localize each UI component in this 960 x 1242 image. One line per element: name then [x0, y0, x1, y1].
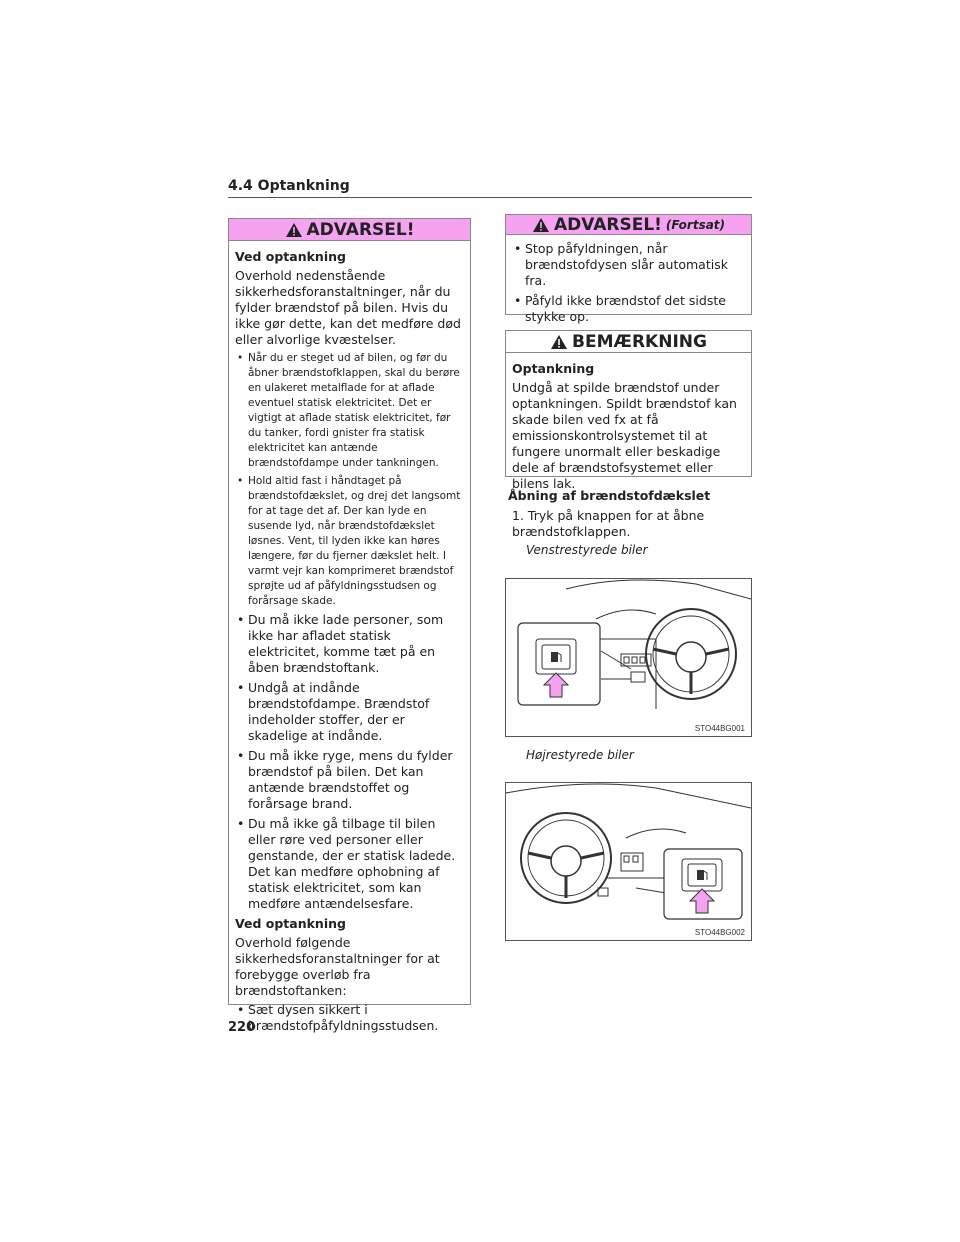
dashboard-illustration-lhd	[506, 579, 751, 736]
list-item: • Påfyld ikke brændstof det sidste stykke op.	[512, 293, 745, 325]
warning-list	[235, 612, 464, 912]
warning-list	[512, 241, 745, 325]
page-number: 220	[228, 1020, 256, 1035]
warning-box-right	[505, 214, 752, 324]
list-item: • Hold altid fast i håndtaget på brændstofdækslet, og drej det langsomt for at tage det af. Der kan lyde en susende lyd, når brændstofdækslet løsnes. Vent, til lyden ikke kan høres længere, før du fjerner dækslet helt. I varmt vejr kan komprimeret brændstof sprøjte ud af påfyldningsstudsen og forårsage skade.	[235, 474, 464, 609]
list-item: • Du må ikke ryge, mens du fylder brændstof på bilen. Det kan antænde brændstoffet og forårsage brand.	[235, 748, 464, 812]
warning-intro-2: Overhold følgende sikkerhedsforanstaltninger for at forebygge overløb fra brændstoftanken:	[235, 935, 440, 998]
warning-body	[229, 241, 470, 1042]
warning-title: ADVARSEL!	[553, 214, 662, 235]
note-body	[506, 353, 751, 499]
warning-title-suffix: (Fortsat)	[665, 217, 726, 232]
list-item: • Undgå at indånde brændstofdampe. Brændstof indeholder stoffer, der er skadelige at indånde.	[235, 680, 464, 744]
warning-list-2	[235, 1002, 464, 1034]
opening-heading: Åbning af brændstofdækslet	[508, 488, 711, 503]
figure-rhd	[505, 782, 752, 941]
caption-lhd: Venstrestyrede biler	[526, 543, 648, 557]
warning-header	[229, 219, 470, 241]
warning-body	[506, 235, 751, 333]
list-item: • Sæt dysen sikkert i brændstofpåfyldningsstudsen.	[235, 1002, 464, 1034]
note-box	[505, 330, 752, 491]
warning-icon	[532, 217, 550, 233]
step-1: 1. Tryk på knappen for at åbne brændstofklappen.	[512, 508, 705, 539]
section-header: 4.4 Optankning	[228, 178, 752, 198]
figure-code: STO44BG001	[694, 724, 745, 733]
note-subheading: Optankning	[512, 361, 595, 376]
warning-intro: Overhold nedenstående sikkerhedsforanstaltninger, når du fylder brændstof på bilen. Hvis du ikke gør dette, kan det medføre død eller alvorlige kvæstelser.	[235, 268, 461, 347]
figure-lhd	[505, 578, 752, 737]
dashboard-illustration-rhd	[506, 783, 751, 940]
warning-title: ADVARSEL!	[306, 219, 415, 240]
list-item: • Du må ikke lade personer, som ikke har afladet statisk elektricitet, komme tæt på en åben brændstoftank.	[235, 612, 464, 676]
note-header	[506, 331, 751, 353]
figure-code: STO44BG002	[694, 928, 745, 937]
list-item: • Du må ikke gå tilbage til bilen eller røre ved personer eller genstande, der er statisk ladede. Det kan medføre ophobning af statisk elektricitet, som kan medføre antændelsesfare.	[235, 816, 464, 912]
list-item: • Når du er steget ud af bilen, og før du åbner brændstofklappen, skal du berøre en ulakeret metalflade for at aflade eventuel statisk elektricitet. Det er vigtigt at aflade statisk elektricitet, før du tanker, fordi gnister fra statisk elektricitet kan antænde brændstofdampe under tankningen.	[235, 351, 464, 471]
caption-rhd: Højrestyrede biler	[526, 748, 634, 762]
note-text: Undgå at spilde brændstof under optankningen. Spildt brændstof kan skade bilen ved fx at få emissionskontrolsystemet til at fungere unormalt eller beskadige dele af brændstofsystemet eller bilens lak.	[512, 380, 737, 491]
warning-subheading: Ved optankning	[235, 249, 346, 264]
note-title: BEMÆRKNING	[572, 331, 707, 352]
warning-icon	[285, 222, 303, 238]
warning-subheading-2: Ved optankning	[235, 916, 346, 931]
warning-header	[506, 215, 751, 235]
list-item: • Stop påfyldningen, når brændstofdysen slår automatisk fra.	[512, 241, 745, 289]
warning-small-list	[235, 351, 464, 609]
warning-icon	[550, 334, 568, 350]
